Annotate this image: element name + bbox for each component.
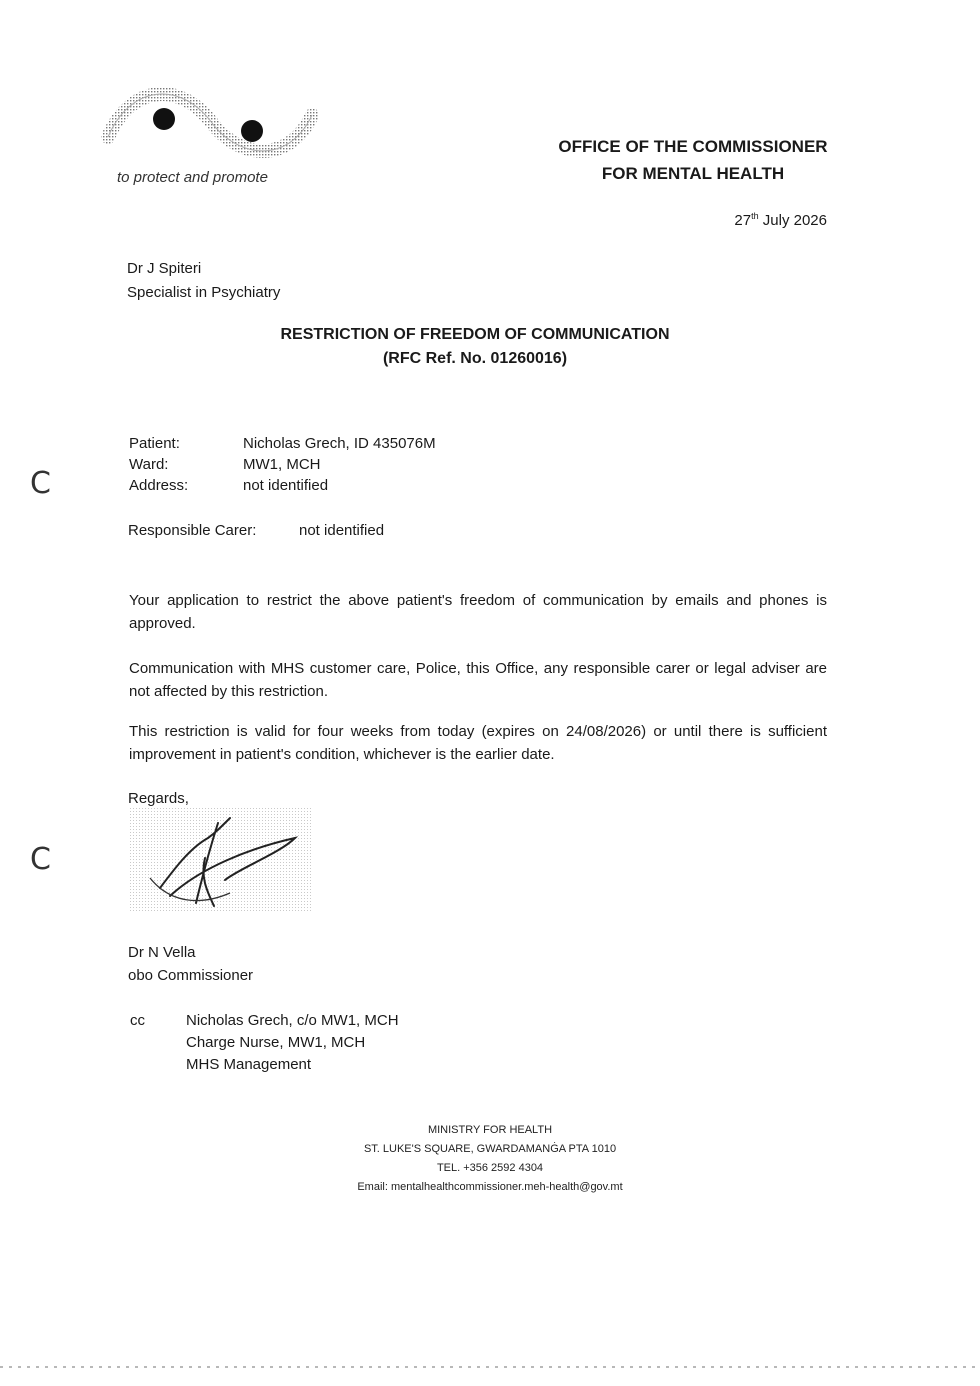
cc-item: Nicholas Grech, c/o MW1, MCH <box>186 1012 399 1029</box>
date-day: 27 <box>734 212 752 229</box>
office-heading-line2: FOR MENTAL HEALTH <box>601 164 785 183</box>
cc-label: cc <box>130 1012 145 1029</box>
field-value: Nicholas Grech, ID 435076M <box>243 435 436 452</box>
date-suffix: th <box>751 211 759 221</box>
footer-ministry: MINISTRY FOR HEALTH <box>427 1124 553 1136</box>
responsible-carer-row <box>128 522 384 539</box>
eyes-wave-logo-icon <box>100 85 320 165</box>
cc-items <box>186 1010 399 1076</box>
field-label: Address: <box>129 477 189 494</box>
cc-item: MHS Management <box>186 1056 312 1073</box>
subject-line1: RESTRICTION OF FREEDOM OF COMMUNICATION <box>280 326 670 343</box>
punch-hole-mark-icon: C <box>30 466 51 501</box>
logo-tagline: to protect and promote <box>117 169 268 186</box>
cc-list <box>130 1010 399 1076</box>
patient-details <box>129 433 436 496</box>
carer-value: not identified <box>299 522 385 539</box>
recipient-title: Specialist in Psychiatry <box>127 284 281 301</box>
subject-heading <box>180 323 770 371</box>
field-row-address <box>129 475 436 496</box>
signer-name: Dr N Vella <box>128 944 196 961</box>
letter-date <box>734 211 827 229</box>
field-label: Patient: <box>129 435 180 452</box>
signer-block <box>128 941 253 987</box>
carer-label: Responsible Carer: <box>128 522 257 539</box>
field-row-patient <box>129 433 436 454</box>
field-row-ward <box>129 454 436 475</box>
field-value: not identified <box>243 477 329 494</box>
punch-hole-mark-icon: C <box>30 842 51 877</box>
date-rest: July 2026 <box>758 212 827 229</box>
subject-reference: (RFC Ref. No. 01260016) <box>382 350 568 367</box>
body-paragraph-exemptions: Communication with MHS customer care, Police, this Office, any responsible carer or legal adviser are not affected by this restriction. <box>129 660 827 700</box>
footer-phone: TEL. +356 2592 4304 <box>436 1162 544 1174</box>
signer-role: obo Commissioner <box>128 967 254 984</box>
office-heading-line1: OFFICE OF THE COMMISSIONER <box>558 137 828 156</box>
signature-image <box>130 808 312 912</box>
field-label: Ward: <box>129 456 169 473</box>
recipient-block <box>127 257 280 305</box>
footer-street: ST. LUKE'S SQUARE, GWARDAMANĠA PTA 1010 <box>363 1143 617 1155</box>
closing-regards: Regards, <box>128 790 189 807</box>
field-value: MW1, MCH <box>243 456 321 473</box>
footer-email: Email: mentalhealthcommissioner.meh-health@gov.mt <box>357 1181 623 1193</box>
body-paragraph-validity: This restriction is valid for four weeks from today (expires on 24/08/2026) or until there is sufficient improvement in patient's condition, whichever is the earlier date. <box>129 723 827 763</box>
cc-item: Charge Nurse, MW1, MCH <box>186 1034 366 1051</box>
scan-edge-divider <box>0 1366 980 1368</box>
footer-address <box>290 1121 690 1197</box>
office-heading <box>540 133 846 187</box>
body-paragraph-approval: Your application to restrict the above patient's freedom of communication by emails and phones is approved. <box>129 592 827 632</box>
recipient-name: Dr J Spiteri <box>127 260 202 277</box>
